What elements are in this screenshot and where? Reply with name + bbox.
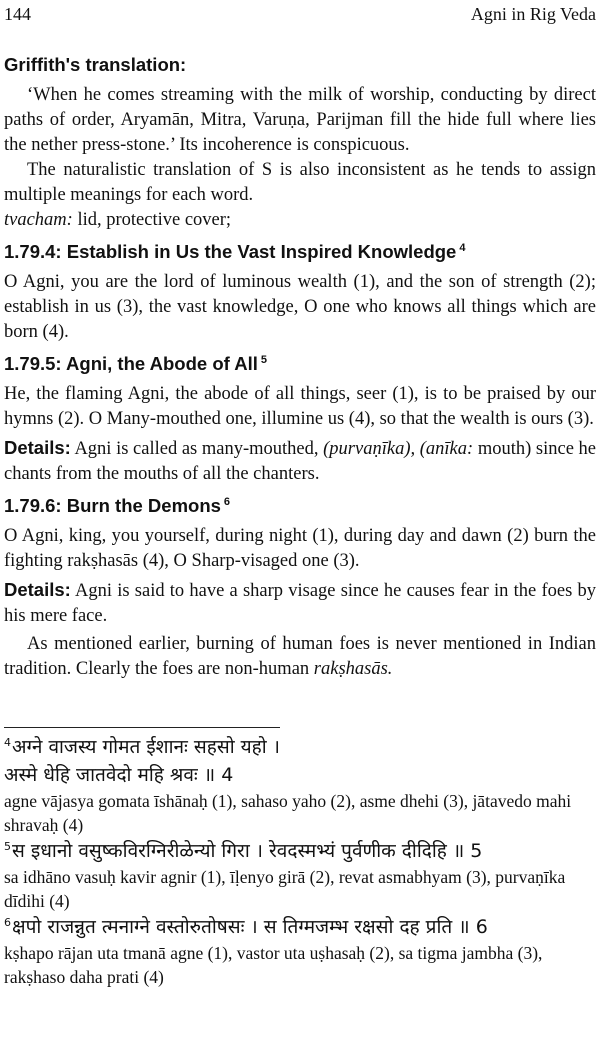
section-6-details [4,577,596,629]
section-4-heading [4,239,596,264]
section-4-title: 1.79.4: Establish in Us the Vast Inspired Knowledge [4,241,457,262]
footnote-4-verse-line-2: अस्मे धेहि जातवेदो महि श्रवः ॥ 4 [4,764,234,786]
footnote-6-verse [4,913,596,941]
section-6-heading [4,493,596,518]
footnote-6-transliteration: kṣhapo rājan uta tmanā agne (1), vastor uta uṣhasaḥ (2), sa tigma jambha (3), rakṣhaso daha prati (4) [4,943,543,987]
section-6-note-ref: 6 [223,495,231,508]
footnote-5-sanskrit: स इधानो वसुष्कविरग्निरीळेन्यो गिरा । रेवदस्मभ्यं पुर्वणीक दीदिहि ॥ 5 [12,840,483,862]
section-5-text: He, the flaming Agni, the abode of all things, seer (1), is to be praised by our hymns (2). O Many-mouthed one, illumine us (4), so that the wealth is ours (3). [4,384,596,429]
page-number: 144 [4,4,31,24]
section-5-title: 1.79.5: Agni, the Abode of All [4,353,258,374]
section-4-text: O Agni, you are the lord of luminous wealth (1), and the son of strength (2); establish in us (3), the vast knowledge, O one who knows all things which are born (4). [4,272,596,342]
main-text [4,52,596,682]
running-header [4,4,596,26]
tvacham-line [4,208,596,233]
footnote-4-transliteration: agne vājasya gomata īshānaḥ (1), sahaso yaho (2), asme dhehi (3), jātavedo mahi shravaḥ (4) [4,791,572,835]
section-5-details [4,435,596,487]
tvacham-term: tvacham: [4,210,73,230]
details-term: (anīka: [419,439,474,459]
footnote-5-transliteration: sa idhāno vasuḥ kavir agnir (1), īḷenyo girā (2), revat asmabhyam (3), purvaṇīka dīdihi (4) [4,867,566,911]
running-title: Agni in Rig Veda [470,4,596,24]
footnote-6-sanskrit: क्षपो राजन्नुत त्मनाग्ने वस्तोरुतोषसः । स तिग्मजम्भ रक्षसो दह प्रति ॥ 6 [12,916,488,938]
section-5-heading [4,351,596,376]
griffith-heading: Griffith's translation: [4,54,187,75]
footnote-6-marker: 6 [4,915,11,929]
footnote-5-verse [4,837,596,865]
footnotes [4,733,596,989]
tvacham-definition: lid, protective cover; [72,210,232,230]
details-text: mouth) since he chants from the mouths of all the chanters. [4,439,596,484]
section-6-text: O Agni, king, you yourself, during night (1), during day and dawn (2) burn the fighting rakṣhasās (4), O Sharp-visaged one (3). [4,526,596,571]
details-term: (purvaṇīka), [323,439,416,459]
footnote-4-sanskrit-1: अग्ने वाजस्य गोमत ईशानः सहसो यहो । [12,736,280,758]
section-4-note-ref: 4 [459,241,466,254]
footnote-4-marker: 4 [4,735,11,749]
details-label: Details: [4,579,71,600]
footnote-5-marker: 5 [4,839,11,853]
footnote-4-verse-line-1 [4,733,596,761]
griffith-quote: ‘When he comes streaming with the milk of worship, conducting by direct paths of order, Aryamān, Mitra, Varuṇa, Parijman fill the hide full where lies the nether press-stone.’ Its incoherence is conspicuous. [4,85,596,155]
closing-term: rakṣhasās. [313,659,393,679]
closing-text: As mentioned earlier, burning of human foes is never mentioned in Indian tradition. Clearly the foes are non-human [4,634,596,679]
section-6-title: 1.79.6: Burn the Demons [4,495,221,516]
closing-paragraph [4,632,596,682]
section-5-note-ref: 5 [260,353,268,366]
details-label: Details: [4,437,71,458]
details-text: Agni is said to have a sharp visage since he causes fear in the foes by his mere face. [4,581,596,626]
footnote-divider [4,727,280,728]
details-text: Agni is called as many-mouthed, [70,439,324,459]
naturalistic-paragraph: The naturalistic translation of S is also inconsistent as he tends to assign multiple meanings for each word. [4,160,596,205]
